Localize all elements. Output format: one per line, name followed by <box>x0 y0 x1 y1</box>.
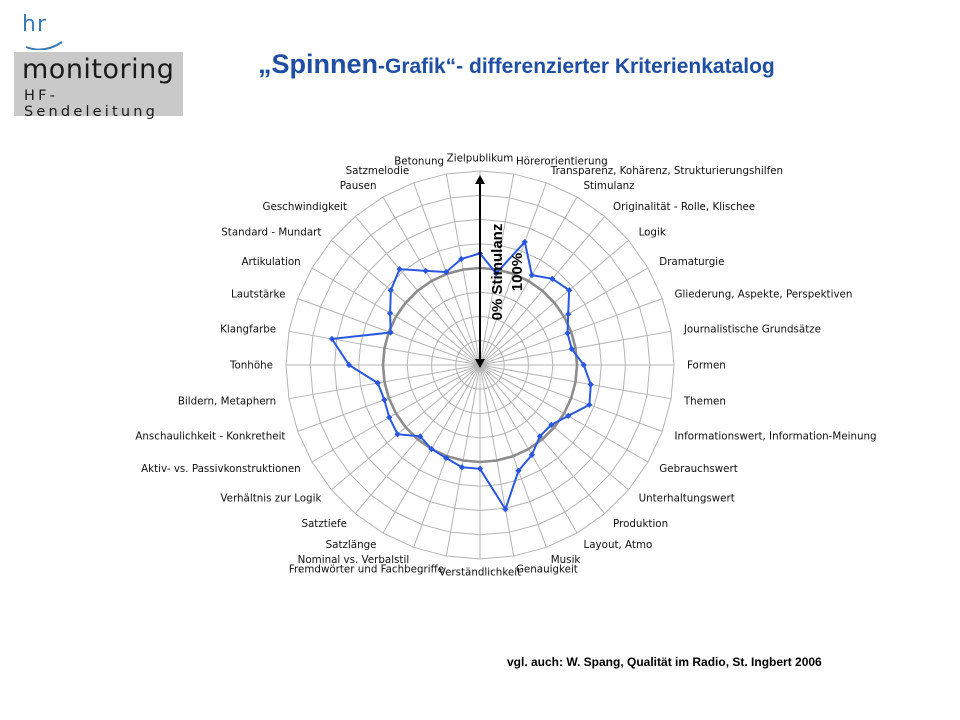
axis-label: Standard - Mundart <box>221 226 322 239</box>
axis-label: Verhältnis zur Logik <box>220 492 322 505</box>
series-point <box>423 268 429 274</box>
series-point <box>381 397 387 403</box>
axis-label: Musik <box>550 554 581 567</box>
axis-label: Dramaturgie <box>659 256 725 268</box>
axis-label: Unterhaltungswert <box>638 492 735 505</box>
page-title-part2: -Grafik“- differenzierter Kriterienkatalog <box>378 55 775 78</box>
stimulanz-label-low: 0% Stimulanz <box>489 223 506 321</box>
axis-label: Genauigkeit <box>515 563 578 576</box>
axis-label: Transparenz, Kohärenz, Strukturierungshilfen <box>550 164 784 177</box>
axis-label: Nominal vs. Verbalstil <box>297 554 410 567</box>
axis-label: Produktion <box>613 518 669 531</box>
axis-label: Formen <box>687 359 726 372</box>
axis-label: Originalität - Rolle, Klischee <box>613 200 756 213</box>
axis-label: Lautstärke <box>230 288 286 301</box>
series-point <box>588 381 594 387</box>
stimulanz-label-high: 100% <box>509 252 526 292</box>
axis-label: Verständlichkeit <box>438 566 522 579</box>
axis-label: Geschwindigkeit <box>262 200 347 213</box>
axis-label: Journalistische Grundsätze <box>683 323 822 336</box>
axis-label: Tonhöhe <box>229 359 273 372</box>
series-point <box>529 272 535 278</box>
axis-label: Bildern, Metaphern <box>177 395 277 408</box>
axis-label: Themen <box>683 395 726 408</box>
axis-label: Zielpublikum <box>446 152 514 165</box>
axis-label: Satztiefe <box>301 518 347 531</box>
hr-logo-text: hr <box>22 12 47 37</box>
page-title-part1: „Spinnen <box>258 49 378 79</box>
axis-label: Gebrauchswert <box>659 463 738 475</box>
axis-label: Hörerorientierung <box>515 155 608 168</box>
axis-label: Aktiv- vs. Passivkonstruktionen <box>141 463 301 475</box>
axis-label: Layout, Atmo <box>583 538 653 551</box>
axis-label: Artikulation <box>241 256 301 268</box>
axis-label: Klangfarbe <box>220 323 277 336</box>
monitoring-logo-title: monitoring <box>22 54 175 85</box>
source-footnote: vgl. auch: W. Spang, Qualität im Radio, St. Ingbert 2006 <box>507 655 822 669</box>
axis-label: Informationswert, Information-Meinung <box>674 430 877 443</box>
monitoring-logo-subline: HF-Sendeleitung <box>24 88 159 120</box>
axis-label: Gliederung, Aspekte, Perspektiven <box>674 288 853 301</box>
axis-label: Satzmelodie <box>345 164 410 177</box>
axis-label: Logik <box>638 226 666 239</box>
axis-label: Stimulanz <box>583 180 635 193</box>
series-point <box>565 311 571 317</box>
stimulanz-arrow-head-up <box>475 175 485 184</box>
axis-label: Satzlänge <box>325 538 377 551</box>
axis-label: Fremdwörter und Fachbegriffe <box>288 563 445 576</box>
axis-label: Anschaulichkeit - Konkretheit <box>135 430 286 443</box>
axis-label: Betonung <box>394 155 445 168</box>
axis-label: Pausen <box>339 180 377 193</box>
series-point <box>387 310 393 316</box>
